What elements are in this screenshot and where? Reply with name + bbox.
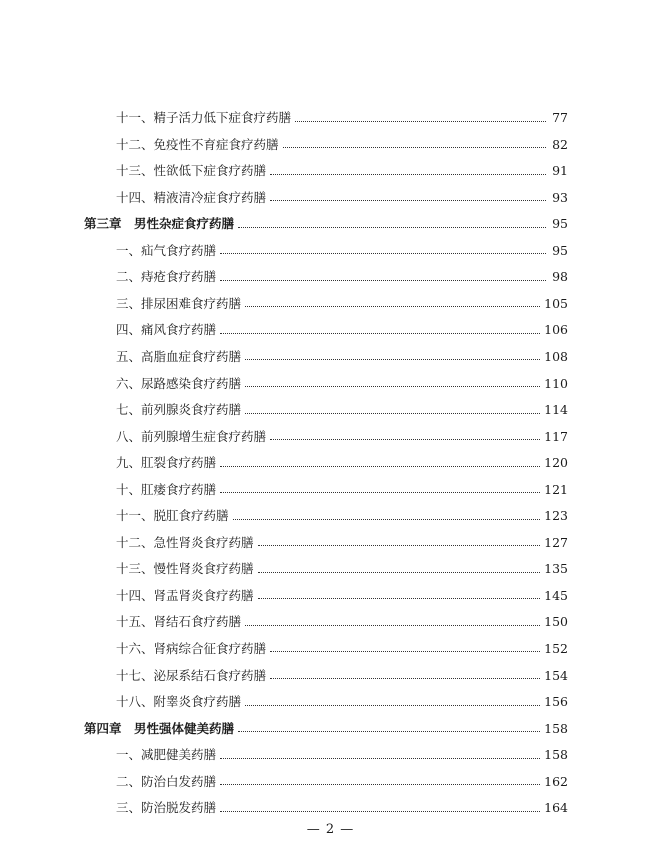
toc-title: 六、尿路感染食疗药膳	[116, 375, 242, 391]
toc-page-number: 106	[544, 322, 568, 338]
toc-page-number: 121	[544, 481, 568, 497]
dot-leader	[258, 598, 541, 599]
dot-leader	[270, 439, 540, 440]
toc-page-number: 93	[552, 189, 568, 205]
toc-page-number: 158	[544, 720, 568, 736]
dot-leader	[238, 227, 546, 228]
toc-page-number: 120	[544, 455, 568, 471]
dot-leader	[220, 333, 540, 334]
toc-title: 十三、慢性肾炎食疗药膳	[116, 561, 254, 577]
toc-chapter-row[interactable]	[84, 204, 568, 231]
toc-page-number: 114	[544, 402, 568, 418]
toc-title: 十二、急性肾炎食疗药膳	[116, 534, 254, 550]
toc-title: 一、疝气食疗药膳	[116, 242, 217, 258]
toc-page-number: 108	[544, 348, 568, 364]
toc-entry-row[interactable]	[84, 443, 568, 470]
toc-title: 十、肛瘘食疗药膳	[116, 481, 217, 497]
toc-entry-row[interactable]	[84, 98, 568, 125]
toc-title: 十七、泌尿系结石食疗药膳	[116, 667, 267, 683]
toc-entry-row[interactable]	[84, 549, 568, 576]
dot-leader	[220, 811, 540, 812]
toc-entry-row[interactable]	[84, 257, 568, 284]
toc-title: 二、防治白发药膳	[116, 773, 217, 789]
dot-leader	[220, 466, 540, 467]
toc-page-number: 105	[544, 295, 568, 311]
toc-entry-row[interactable]	[84, 470, 568, 497]
toc-page-number: 145	[544, 587, 568, 603]
toc-entry-row[interactable]	[84, 125, 568, 152]
toc-page-number: 123	[544, 508, 568, 524]
dot-leader	[238, 731, 540, 732]
dot-leader	[220, 280, 546, 281]
dot-leader	[283, 147, 546, 148]
toc-title: 五、高脂血症食疗药膳	[116, 348, 242, 364]
toc-entry-row[interactable]	[84, 284, 568, 311]
page-footer-number: — 2 —	[306, 822, 355, 837]
toc-entry-row[interactable]	[84, 151, 568, 178]
toc-page-number: 127	[544, 534, 568, 550]
toc-title: 三、防治脱发药膳	[116, 800, 217, 816]
toc-title: 四、痛风食疗药膳	[116, 322, 217, 338]
toc-page-number: 98	[552, 269, 568, 285]
dot-leader	[270, 651, 540, 652]
dot-leader	[258, 572, 541, 573]
toc-entry-row[interactable]	[84, 417, 568, 444]
toc-page-number: 117	[544, 428, 568, 444]
toc-entry-row[interactable]	[84, 337, 568, 364]
toc-title: 二、痔疮食疗药膳	[116, 269, 217, 285]
dot-leader	[220, 492, 540, 493]
toc-page-number: 154	[544, 667, 568, 683]
toc-entry-row[interactable]	[84, 788, 568, 815]
dot-leader	[220, 253, 546, 254]
toc-title: 十八、附睾炎食疗药膳	[116, 694, 242, 710]
toc-title: 十一、脱肛食疗药膳	[116, 508, 229, 524]
dot-leader	[233, 519, 541, 520]
toc-title: 十六、肾病综合征食疗药膳	[116, 640, 267, 656]
toc-page-number: 82	[552, 136, 568, 152]
toc-entry-row[interactable]	[84, 231, 568, 258]
table-of-contents	[84, 98, 568, 815]
toc-entry-row[interactable]	[84, 576, 568, 603]
dot-leader	[245, 625, 540, 626]
toc-entry-row[interactable]	[84, 390, 568, 417]
dot-leader	[245, 386, 540, 387]
dot-leader	[270, 174, 546, 175]
toc-page-number: 95	[552, 242, 568, 258]
toc-entry-row[interactable]	[84, 523, 568, 550]
dot-leader	[295, 121, 546, 122]
toc-page-number: 150	[544, 614, 568, 630]
dot-leader	[245, 705, 540, 706]
toc-page-number: 95	[552, 216, 568, 232]
toc-page-number: 77	[552, 110, 568, 126]
dot-leader	[245, 359, 540, 360]
toc-page-number: 110	[544, 375, 568, 391]
toc-entry-row[interactable]	[84, 655, 568, 682]
toc-title: 十二、免疫性不育症食疗药膳	[116, 136, 279, 152]
toc-title: 三、排尿困难食疗药膳	[116, 295, 242, 311]
dot-leader	[258, 545, 541, 546]
toc-title: 八、前列腺增生症食疗药膳	[116, 428, 267, 444]
toc-title: 第三章 男性杂症食疗药膳	[84, 216, 235, 232]
toc-title: 十四、肾盂肾炎食疗药膳	[116, 587, 254, 603]
toc-title: 十三、性欲低下症食疗药膳	[116, 163, 267, 179]
toc-entry-row[interactable]	[84, 682, 568, 709]
toc-entry-row[interactable]	[84, 602, 568, 629]
toc-page-number: 135	[544, 561, 568, 577]
dot-leader	[220, 758, 540, 759]
dot-leader	[245, 413, 540, 414]
toc-entry-row[interactable]	[84, 629, 568, 656]
dot-leader	[220, 784, 540, 785]
toc-title: 十五、肾结石食疗药膳	[116, 614, 242, 630]
toc-entry-row[interactable]	[84, 178, 568, 205]
dot-leader	[270, 200, 546, 201]
toc-entry-row[interactable]	[84, 496, 568, 523]
toc-entry-row[interactable]	[84, 735, 568, 762]
toc-page-number: 91	[552, 163, 568, 179]
toc-page-number: 164	[544, 800, 568, 816]
toc-title: 七、前列腺炎食疗药膳	[116, 402, 242, 418]
dot-leader	[270, 678, 540, 679]
toc-entry-row[interactable]	[84, 762, 568, 789]
toc-title: 十四、精液清冷症食疗药膳	[116, 189, 267, 205]
toc-title: 第四章 男性强体健美药膳	[84, 720, 235, 736]
toc-title: 一、减肥健美药膳	[116, 747, 217, 763]
toc-title: 九、肛裂食疗药膳	[116, 455, 217, 471]
dot-leader	[245, 306, 540, 307]
toc-page-number: 162	[544, 773, 568, 789]
toc-page-number: 152	[544, 640, 568, 656]
toc-entry-row[interactable]	[84, 310, 568, 337]
toc-page-number: 156	[544, 694, 568, 710]
toc-entry-row[interactable]	[84, 363, 568, 390]
toc-page-number: 158	[544, 747, 568, 763]
toc-title: 十一、精子活力低下症食疗药膳	[116, 110, 292, 126]
toc-chapter-row[interactable]	[84, 709, 568, 736]
